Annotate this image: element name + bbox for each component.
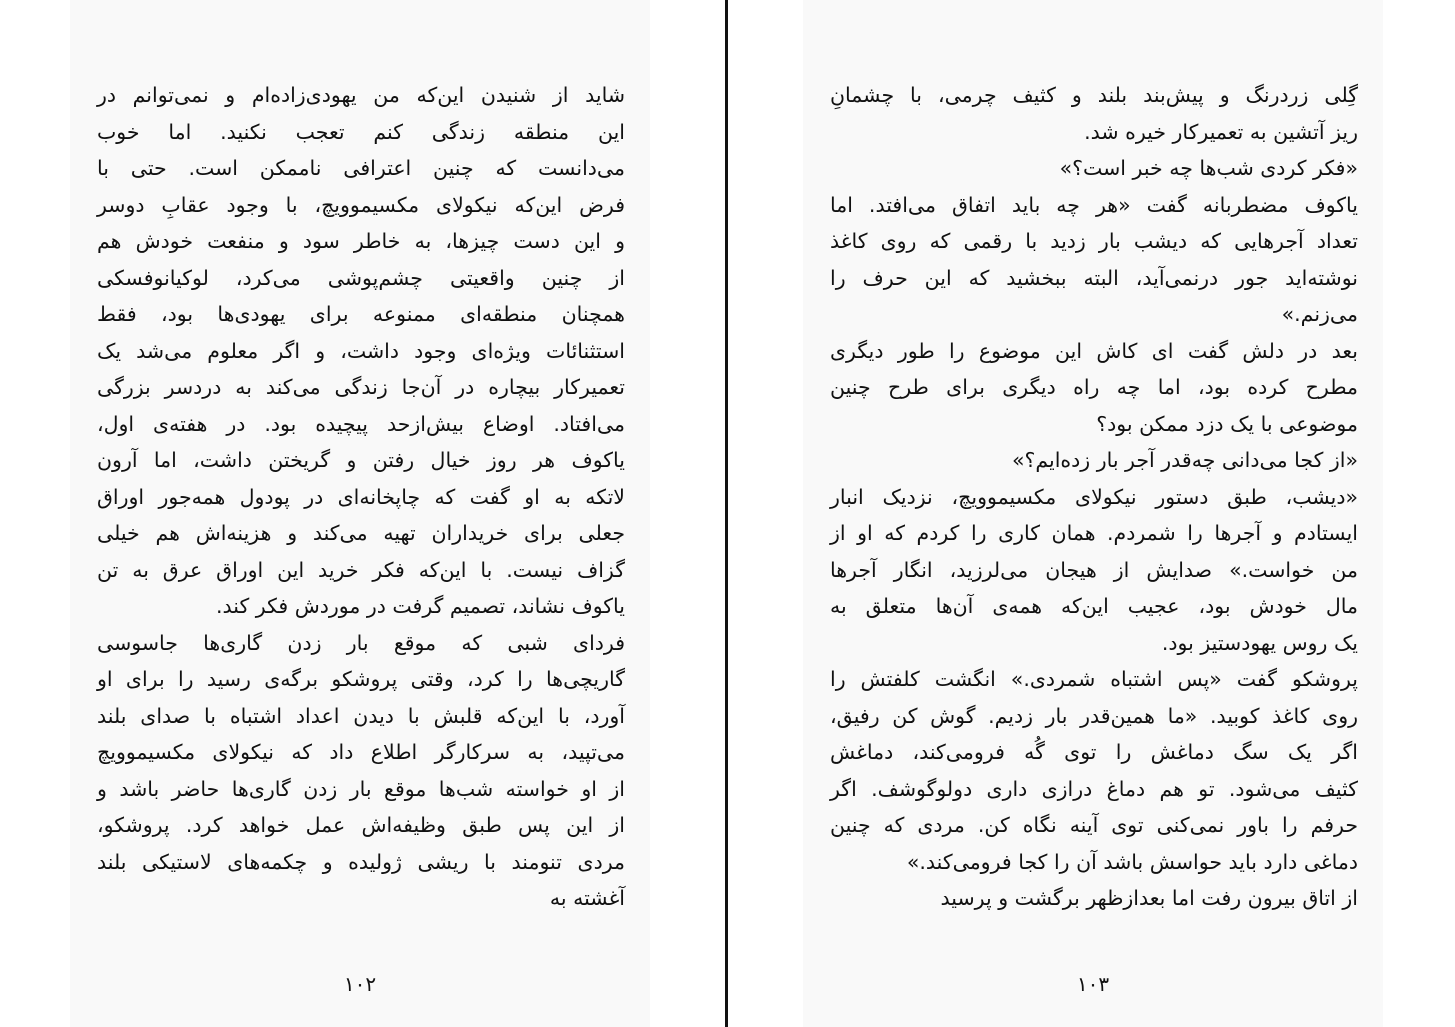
text-line: موضوعی با یک دزد ممکن بود؟ — [1096, 411, 1358, 436]
text-line: تعداد آجرهایی که دیشب بار زدید با رقمی که روی کاغذ — [830, 229, 1358, 253]
text-line: گاریچی‌ها را کرد، وقتی پروشکو برگه‌ی رسید را برای او — [97, 667, 625, 691]
right-page — [803, 0, 1383, 1027]
text-line: پروشکو گفت «پس اشتباه شمردی.» انگشت کلفتش را — [830, 667, 1358, 691]
text-line: لاتکه به او گفت که چاپخانه‌ای در پودول همه‌جور اوراق — [97, 484, 625, 509]
text-line: فردای شبی که موقع بار زدن گاری‌ها جاسوسی — [97, 630, 625, 655]
text-line: می‌دانست که چنین اعترافی ناممکن است. حتی با — [97, 156, 625, 180]
text-line: همچنان منطقه‌ای ممنوعه برای یهودی‌ها بود، فقط — [97, 302, 625, 326]
text-line: مردی تنومند با ریشی ژولیده و چکمه‌های لاستیکی بلند — [97, 849, 625, 874]
text-line: «فکر کردی شب‌ها چه خبر است؟» — [1059, 156, 1358, 180]
text-line: آورد، با این‌که قلبش با دیدن اعداد اشتباه با صدای بلند — [97, 703, 625, 728]
right-page-text — [830, 77, 1358, 917]
text-line: روی کاغذ کوبید. «ما همین‌قدر بار زدیم. گوش کن رفیق، — [830, 703, 1358, 728]
text-line: «از کجا می‌دانی چه‌قدر آجر بار زده‌ایم؟» — [1011, 448, 1358, 472]
text-line: شاید از شنیدن این‌که من یهودی‌زاده‌ام و نمی‌توانم در — [97, 83, 625, 107]
text-line: ایستادم و آجرها را شمردم. همان کاری را کردم که او از — [830, 521, 1358, 545]
text-line: آغشته به — [549, 886, 625, 910]
text-line: می‌تپید، به سرکارگر اطلاع داد که نیکولای مکسیموویچ — [97, 740, 625, 764]
text-line: این منطقه زندگی کنم تعجب نکنید. اما خوب — [97, 119, 625, 144]
text-line: یاکوف هر روز خیال رفتن و گریختن داشت، اما آرون — [97, 448, 625, 472]
text-line: گِلی زردرنگ و پیش‌بند بلند و کثیف چرمی، با چشمانِ — [830, 83, 1358, 107]
text-line: از چنین واقعیتی چشم‌پوشی می‌کرد، لوکیانوفسکی — [97, 265, 625, 290]
text-line: حرفم را باور نمی‌کنی توی آینه نگاه کن. مردی که چنین — [830, 813, 1358, 837]
text-line: بعد در دلش گفت ای کاش این موضوع را طور دیگری — [830, 338, 1358, 363]
left-page-text — [97, 77, 625, 917]
left-page — [70, 0, 650, 1027]
book-spine-divider — [725, 0, 728, 1027]
text-line: مطرح کرده بود، اما چه راه دیگری برای طرح چنین — [830, 375, 1358, 399]
text-line: گزاف نیست. با این‌که فکر خرید این اوراق عرق به تن — [97, 557, 625, 582]
text-line: نوشته‌اید جور درنمی‌آید، البته ببخشید که این حرف را — [830, 265, 1358, 290]
text-line: تعمیرکار بیچاره در آن‌جا زندگی می‌کند به دردسر بزرگی — [97, 375, 625, 399]
text-line: یاکوف مضطربانه گفت «هر چه باید اتفاق می‌افتد. اما — [830, 192, 1358, 217]
left-page-number: ۱۰۲ — [343, 972, 377, 996]
text-line: یاکوف نشاند، تصمیم گرفت در موردش فکر کند. — [216, 594, 625, 618]
text-line: یک روس یهودستیز بود. — [1161, 630, 1358, 655]
text-line: ریز آتشین به تعمیرکار خیره شد. — [1084, 119, 1358, 144]
text-line: از او خواسته شب‌ها موقع بار زدن گاری‌ها حاضر باشد و — [97, 776, 625, 801]
text-line: استثنائات ویژه‌ای وجود داشت، و اگر معلوم می‌شد یک — [97, 338, 625, 363]
text-line: «دیشب، طبق دستور نیکولای مکسیموویچ، نزدیک انبار — [830, 484, 1358, 509]
text-line: می‌زنم.» — [1281, 302, 1358, 326]
text-line: فرض این‌که نیکولای مکسیموویچ، با وجود عقابِ دوسر — [97, 192, 625, 217]
right-page-number: ۱۰۳ — [1076, 972, 1110, 996]
text-line: اگر یک سگ دماغش را توی گُه فرومی‌کند، دماغش — [830, 740, 1358, 764]
text-line: از این پس طبق وظیفه‌اش عمل خواهد کرد. پروشکو، — [97, 813, 625, 837]
text-line: و این دست چیزها، به خاطر سود و منفعت خودش هم — [97, 229, 625, 253]
text-line: کثیف می‌شود. تو هم دماغ درازی داری دولوگوشف. اگر — [830, 776, 1358, 801]
text-line: مال خودش بود، عجیب این‌که همه‌ی آن‌ها متعلق به — [830, 594, 1358, 618]
text-line: می‌افتاد. اوضاع بیش‌ازحد پیچیده بود. در هفته‌ی اول، — [97, 411, 625, 436]
text-line: من خواست.» صدایش از هیجان می‌لرزید، انگار آجرها — [830, 557, 1358, 582]
text-line: دماغی دارد باید حواسش باشد آن را کجا فرومی‌کند.» — [906, 849, 1358, 874]
text-line: از اتاق بیرون رفت اما بعدازظهر برگشت و پرسید — [940, 886, 1358, 910]
text-line: جعلی برای خریداران تهیه می‌کند و هزینه‌اش هم خیلی — [97, 521, 625, 545]
